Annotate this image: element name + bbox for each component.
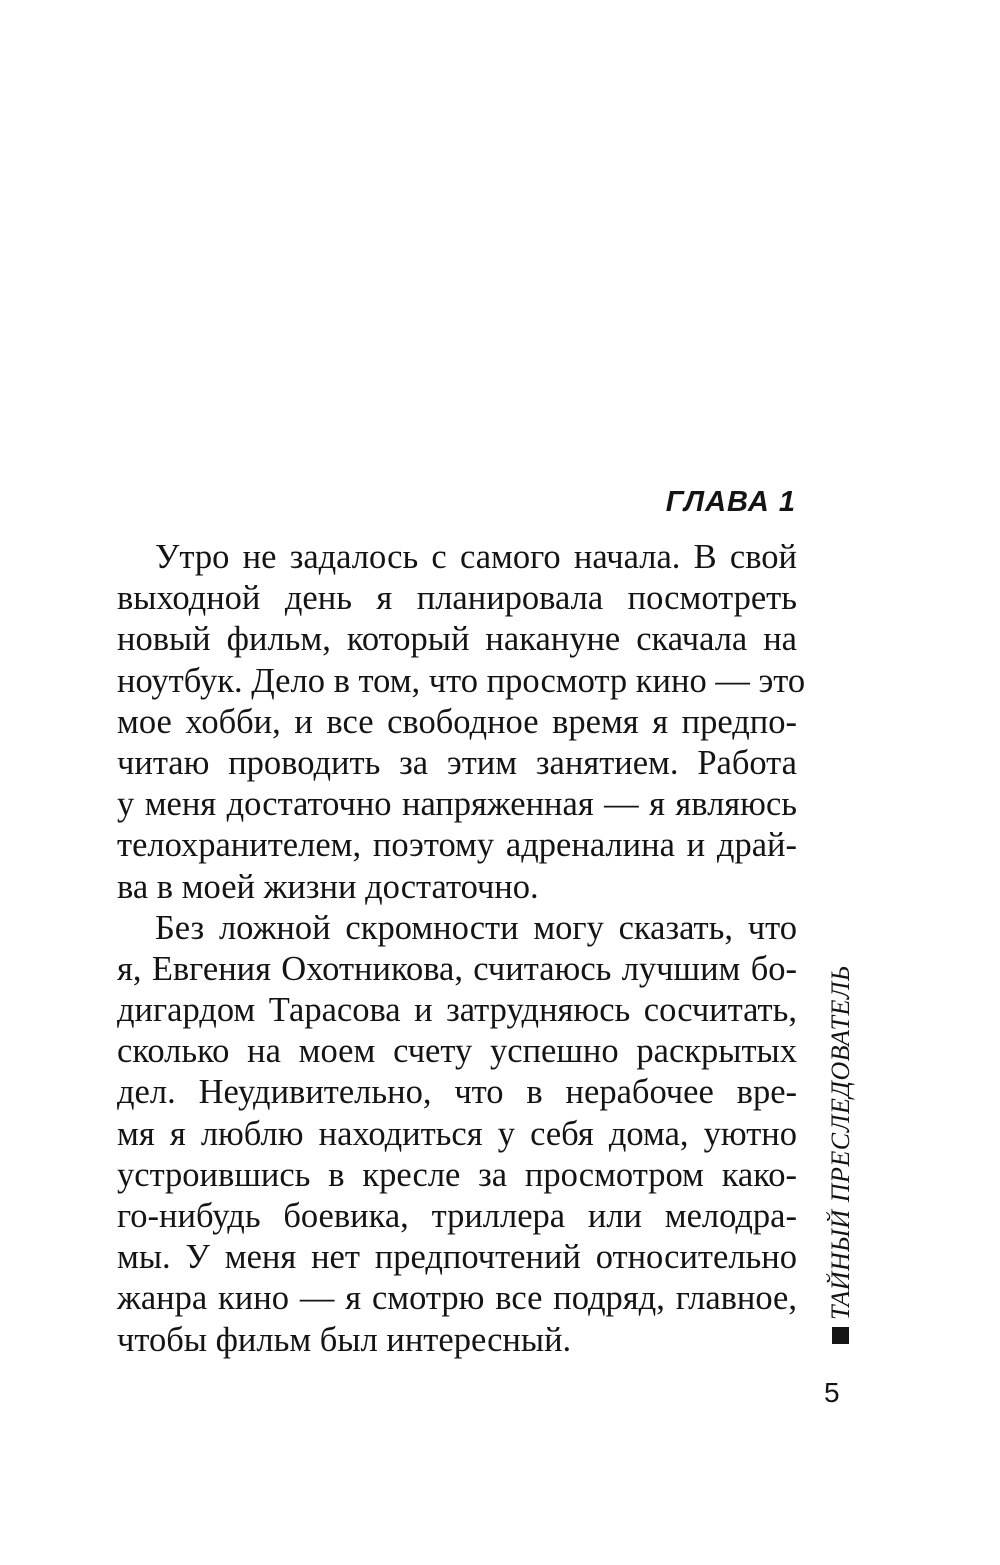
text-line: мое хобби, и все свободное время я предпо-: [117, 702, 797, 741]
text-line: телохранителем, поэтому адреналина и драй-: [117, 826, 797, 865]
text-line: ноутбук. Дело в том, что просмотр кино — это: [117, 661, 806, 700]
running-head: [826, 955, 856, 1355]
text-line: жанра кино — я смотрю все подряд, главное,: [117, 1279, 797, 1318]
text-line: читаю проводить за этим занятием. Работа: [117, 743, 797, 782]
text-line: го-нибудь боевика, триллера или мелодра-: [117, 1197, 797, 1235]
text-line: Утро не задалось с самого начала. В свой: [155, 538, 797, 576]
text-line: новый фильм, который накануне скачала на: [117, 620, 797, 659]
text-line: ва в моей жизни достаточно.: [117, 867, 539, 906]
body-text: [117, 537, 806, 1361]
text-line: чтобы фильм был интересный.: [117, 1320, 572, 1359]
text-line: мя я люблю находиться у себя дома, уютно: [117, 1114, 797, 1153]
text-line: выходной день я планировала посмотреть: [117, 579, 797, 618]
text-line: дел. Неудивительно, что в нерабочее вре-: [117, 1073, 797, 1112]
text-line: сколько на моем счету успешно раскрытых: [117, 1032, 797, 1071]
text-line: дигардом Тарасова и затрудняюсь сосчитать,: [117, 991, 797, 1030]
running-head-title: ТАЙНЫЙ ПРЕСЛЕДОВАТЕЛЬ: [826, 965, 855, 1320]
text-line: Без ложной скромности могу сказать, что: [155, 908, 797, 947]
chapter-title: ГЛАВА 1: [665, 486, 796, 518]
text-line: устроившись в кресле за просмотром како-: [117, 1155, 797, 1194]
text-line: у меня достаточно напряженная — я являюсь: [117, 785, 797, 824]
text-line: я, Евгения Охотникова, считаюсь лучшим бо-: [117, 949, 797, 988]
square-bullet-icon: [832, 1327, 849, 1344]
page-number: 5: [824, 1377, 840, 1408]
text-line: мы. У меня нет предпочтений относительно: [117, 1238, 797, 1277]
